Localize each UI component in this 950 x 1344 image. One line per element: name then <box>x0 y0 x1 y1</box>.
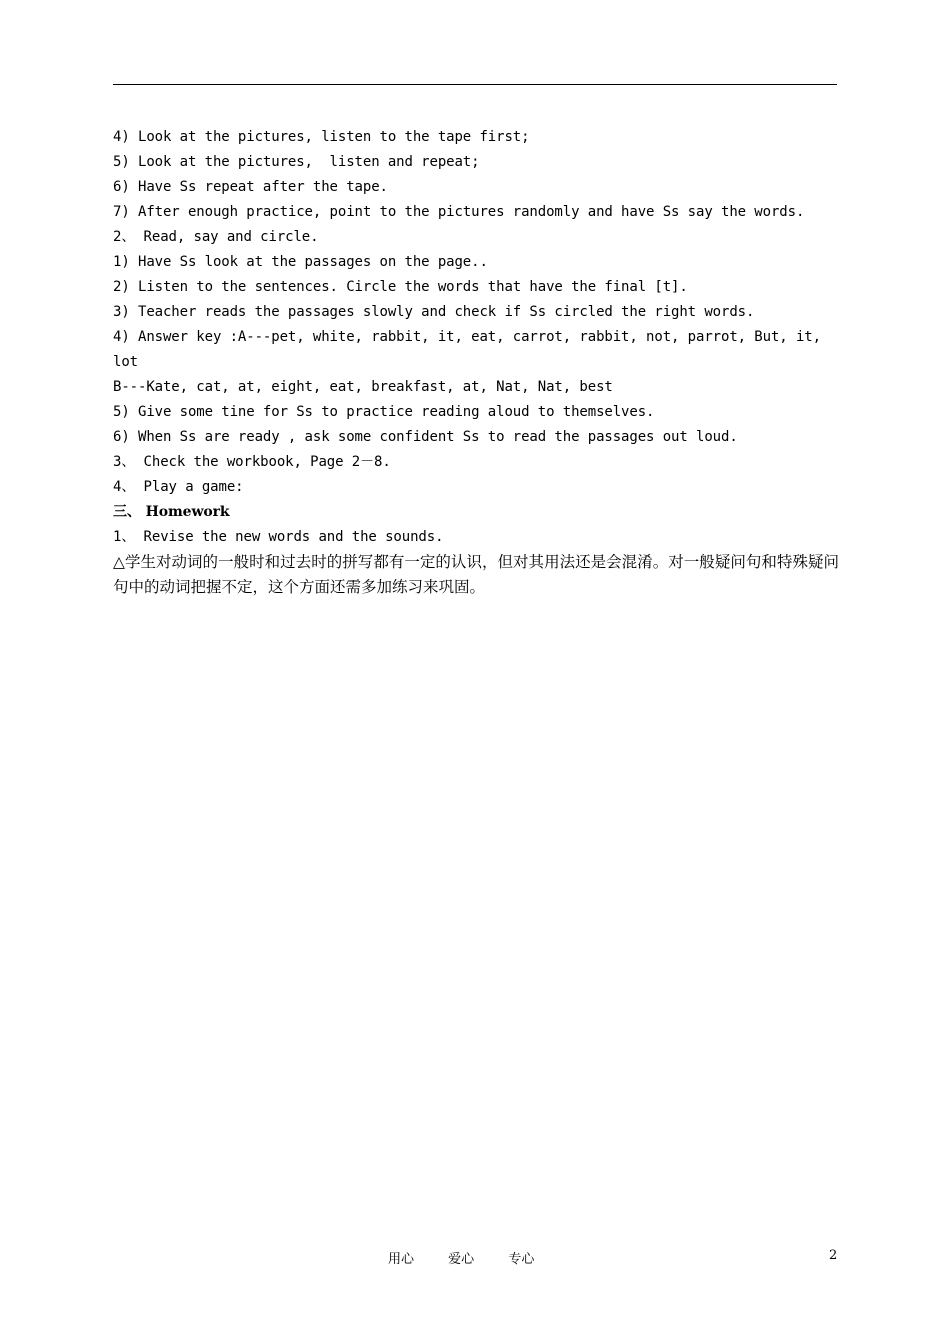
step-repeat-tape: 6) Have Ss repeat after the tape. <box>113 179 388 195</box>
answer-key-a-cont: lot <box>113 354 138 370</box>
section-read-say-circle: 2、 Read, say and circle. <box>113 229 319 245</box>
page-footer <box>0 1248 950 1268</box>
footer-motto-3: 专心 <box>508 1252 535 1267</box>
section-check-workbook: 3、 Check the workbook, Page 2－8. <box>113 454 391 470</box>
header-rule <box>113 84 837 85</box>
reflection-note: △学生对动词的一般时和过去时的拼写都有一定的认识，但对其用法还是会混淆。对一般疑问句和特殊疑问句中的动词把握不定，这个方面还需多加练习来巩固。 <box>113 553 839 596</box>
document-body <box>113 125 839 600</box>
homework-item-revise: 1、 Revise the new words and the sounds. <box>113 529 444 545</box>
step-teacher-reads: 3) Teacher reads the passages slowly and check if Ss circled the right words. <box>113 304 755 320</box>
footer-motto-2: 爱心 <box>448 1252 475 1267</box>
page-number: 2 <box>829 1248 838 1263</box>
answer-key-a: 4) Answer key :A---pet, white, rabbit, it, eat, carrot, rabbit, not, parrot, But, it, <box>113 329 821 345</box>
step-listen-circle: 2) Listen to the sentences. Circle the words that have the final [t]. <box>113 279 688 295</box>
step-practice-reading: 5) Give some tine for Ss to practice reading aloud to themselves. <box>113 404 655 420</box>
step-look-listen: 4) Look at the pictures, listen to the tape first; <box>113 129 530 145</box>
footer-motto-1: 用心 <box>388 1252 415 1267</box>
step-read-aloud: 6) When Ss are ready , ask some confident Ss to read the passages out loud. <box>113 429 738 445</box>
step-look-passages: 1) Have Ss look at the passages on the page.. <box>113 254 488 270</box>
answer-key-b: B---Kate, cat, at, eight, eat, breakfast, at, Nat, Nat, best <box>113 379 613 395</box>
footer-motto <box>388 1248 534 1267</box>
section-play-game: 4、 Play a game: <box>113 479 244 495</box>
step-practice: 7) After enough practice, point to the pictures randomly and have Ss say the words. <box>113 204 805 220</box>
step-listen-repeat: 5) Look at the pictures, listen and repeat; <box>113 154 480 170</box>
section-homework-heading: 三、 Homework <box>113 504 230 520</box>
